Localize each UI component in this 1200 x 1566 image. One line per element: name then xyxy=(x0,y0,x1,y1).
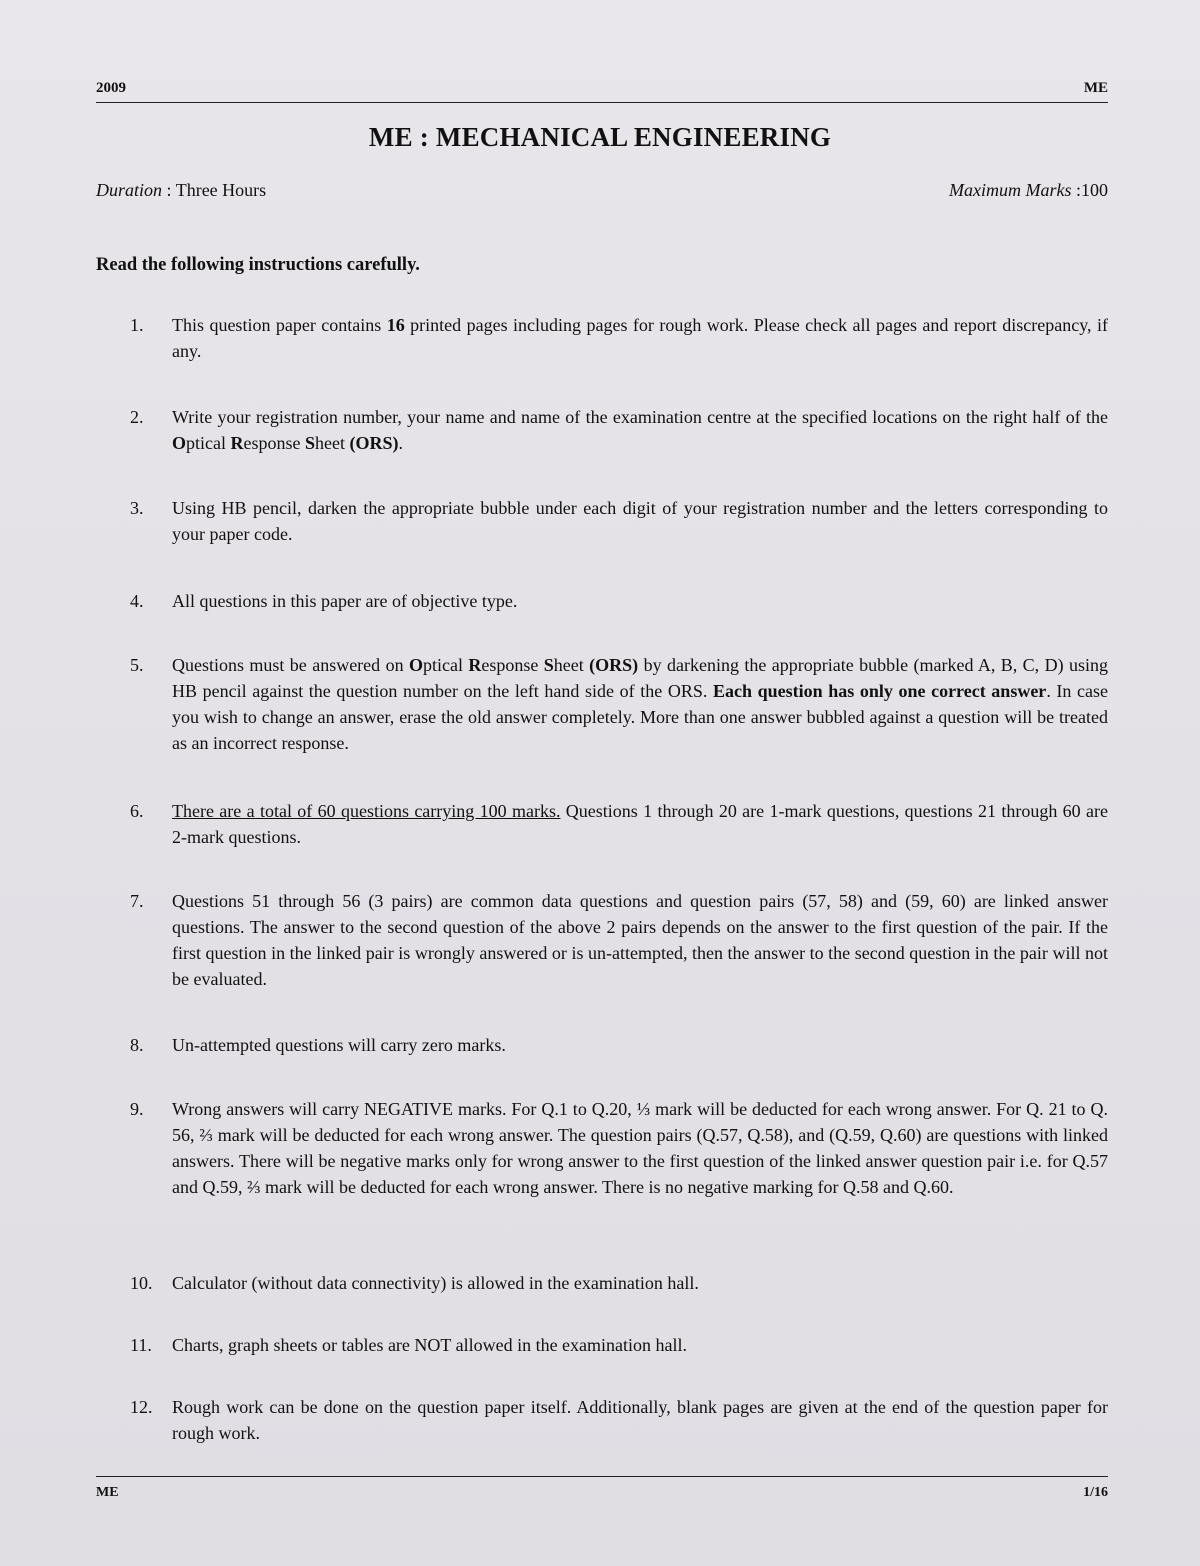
instruction-bold-text: O xyxy=(172,433,187,453)
instruction-item xyxy=(130,312,1108,364)
instruction-number: 5. xyxy=(130,655,144,675)
instruction-number: 3. xyxy=(130,498,144,518)
instruction-text: Charts, graph sheets or tables are NOT allowed in the examination hall. xyxy=(172,1335,688,1355)
instruction-item xyxy=(130,652,1108,756)
instruction-item xyxy=(130,495,1108,547)
instruction-bold-text: (ORS) xyxy=(349,433,399,453)
duration-value: Three Hours xyxy=(175,180,267,200)
instruction-text-part: This question paper contains xyxy=(172,315,387,335)
instruction-number: 9. xyxy=(130,1099,144,1119)
max-marks-value: 100 xyxy=(1081,180,1108,200)
instruction-text xyxy=(172,404,1108,456)
duration: Duration : Three Hours xyxy=(96,180,267,200)
instruction-bold-text: S xyxy=(543,655,554,675)
instruction-bold-text: S xyxy=(305,433,316,453)
instruction-text-part: heet xyxy=(553,655,590,675)
instruction-text xyxy=(172,312,1108,364)
instruction-text: All questions in this paper are of objective type. xyxy=(172,591,518,611)
instruction-item xyxy=(130,798,1108,850)
instruction-number: 10. xyxy=(130,1273,153,1293)
footer-paper-code: ME xyxy=(96,1485,119,1500)
max-marks-label: Maximum Marks xyxy=(949,180,1072,200)
page-title: ME : MECHANICAL ENGINEERING xyxy=(368,122,832,152)
header-paper-code: ME xyxy=(1083,80,1108,96)
instruction-text-part: esponse xyxy=(243,433,305,453)
instruction-item xyxy=(130,1096,1108,1200)
instruction-text: Using HB pencil, darken the appropriate bubble under each digit of your registration number and the letters corresponding to your paper code. xyxy=(172,498,1108,544)
header-divider xyxy=(96,102,1108,103)
instruction-text: Un-attempted questions will carry zero marks. xyxy=(172,1035,506,1055)
instruction-bold-text: R xyxy=(468,655,482,675)
instruction-text xyxy=(172,652,1108,756)
instruction-bold-text: R xyxy=(230,433,244,453)
instruction-item xyxy=(130,1394,1108,1446)
instruction-text-part: ptical xyxy=(422,655,469,675)
instruction-item xyxy=(130,404,1108,456)
instruction-item xyxy=(130,1332,1108,1358)
instruction-number: 8. xyxy=(130,1035,144,1055)
footer-page-number: 1/16 xyxy=(1083,1485,1108,1500)
instruction-underlined-text: There are a total of 60 questions carrying 100 marks. xyxy=(172,801,561,821)
instruction-text xyxy=(172,798,1108,850)
instruction-number: 7. xyxy=(130,891,144,911)
instruction-text: Questions 51 through 56 (3 pairs) are common data questions and question pairs (57, 58) and (59, 60) are linked answer questions. The answer to the second question of the above 2 pairs depends on the answer to the first question of the pair. If the first question in the linked pair is wrongly answered or is un-attempted, then the answer to the second question in the pair will not be evaluated. xyxy=(172,891,1108,989)
instruction-item xyxy=(130,888,1108,992)
max-marks: Maximum Marks :100 xyxy=(949,180,1108,200)
instruction-text-part: by darkening the appropriate bubble (marked A, B, C, D) using HB pencil against the question number on the left hand side of the ORS. xyxy=(172,655,1108,701)
instruction-bold-text: (ORS) xyxy=(589,655,639,675)
instruction-text: Wrong answers will carry NEGATIVE marks. For Q.1 to Q.20, ⅓ mark will be deducted for each wrong answer. For Q. 21 to Q. 56, ⅔ mark will be deducted for each wrong answer. The question pairs (Q.57, Q.58), and (Q.59, Q.60) are questions with linked answers. There will be negative marks only for wrong answer to the first question of the linked answer question pair i.e. for Q.57 and Q.59, ⅔ mark will be deducted for each wrong answer. There is no negative marking for Q.58 and Q.60. xyxy=(172,1099,1108,1197)
instruction-number: 11. xyxy=(130,1335,152,1355)
instruction-text-part: esponse xyxy=(481,655,544,675)
instruction-text-part: heet xyxy=(315,433,350,453)
instruction-number: 2. xyxy=(130,407,144,427)
instruction-bold-text: 16 xyxy=(386,315,405,335)
instruction-text-part: . In case you wish to change an answer, erase the old answer completely. More than one answer bubbled against a question will be treated as an incorrect response. xyxy=(172,681,1109,753)
instruction-number: 1. xyxy=(130,315,144,335)
instruction-bold-text: O xyxy=(408,655,423,675)
instruction-item xyxy=(130,1270,1108,1296)
instruction-number: 4. xyxy=(130,591,144,611)
instruction-item xyxy=(130,588,1108,614)
instruction-text-part: Questions 1 through 20 are 1-mark questions, questions 21 through 60 are 2-mark questions. xyxy=(172,801,1109,847)
instruction-number: 12. xyxy=(130,1397,153,1417)
duration-label: Duration xyxy=(96,180,163,200)
instruction-text-part: . xyxy=(398,433,403,453)
instruction-text-part: printed pages including pages for rough work. Please check all pages and report discrepancy, if any. xyxy=(172,315,1108,361)
footer-divider xyxy=(96,1476,1108,1477)
instruction-text: Rough work can be done on the question paper itself. Additionally, blank pages are given at the end of the question paper for rough work. xyxy=(172,1397,1108,1443)
instructions-heading: Read the following instructions carefully. xyxy=(96,255,420,275)
instruction-text: Calculator (without data connectivity) is allowed in the examination hall. xyxy=(172,1273,699,1293)
instruction-text-part: Questions must be answered on xyxy=(172,655,409,675)
instruction-bold-text: Each question has only one correct answer xyxy=(712,681,1047,701)
instruction-item xyxy=(130,1032,1108,1058)
instruction-number: 6. xyxy=(130,801,144,821)
header-year: 2009 xyxy=(96,80,126,96)
instruction-text-part: Write your registration number, your name and name of the examination centre at the specified locations on the right half of the xyxy=(172,407,1108,427)
instruction-text-part: ptical xyxy=(186,433,231,453)
